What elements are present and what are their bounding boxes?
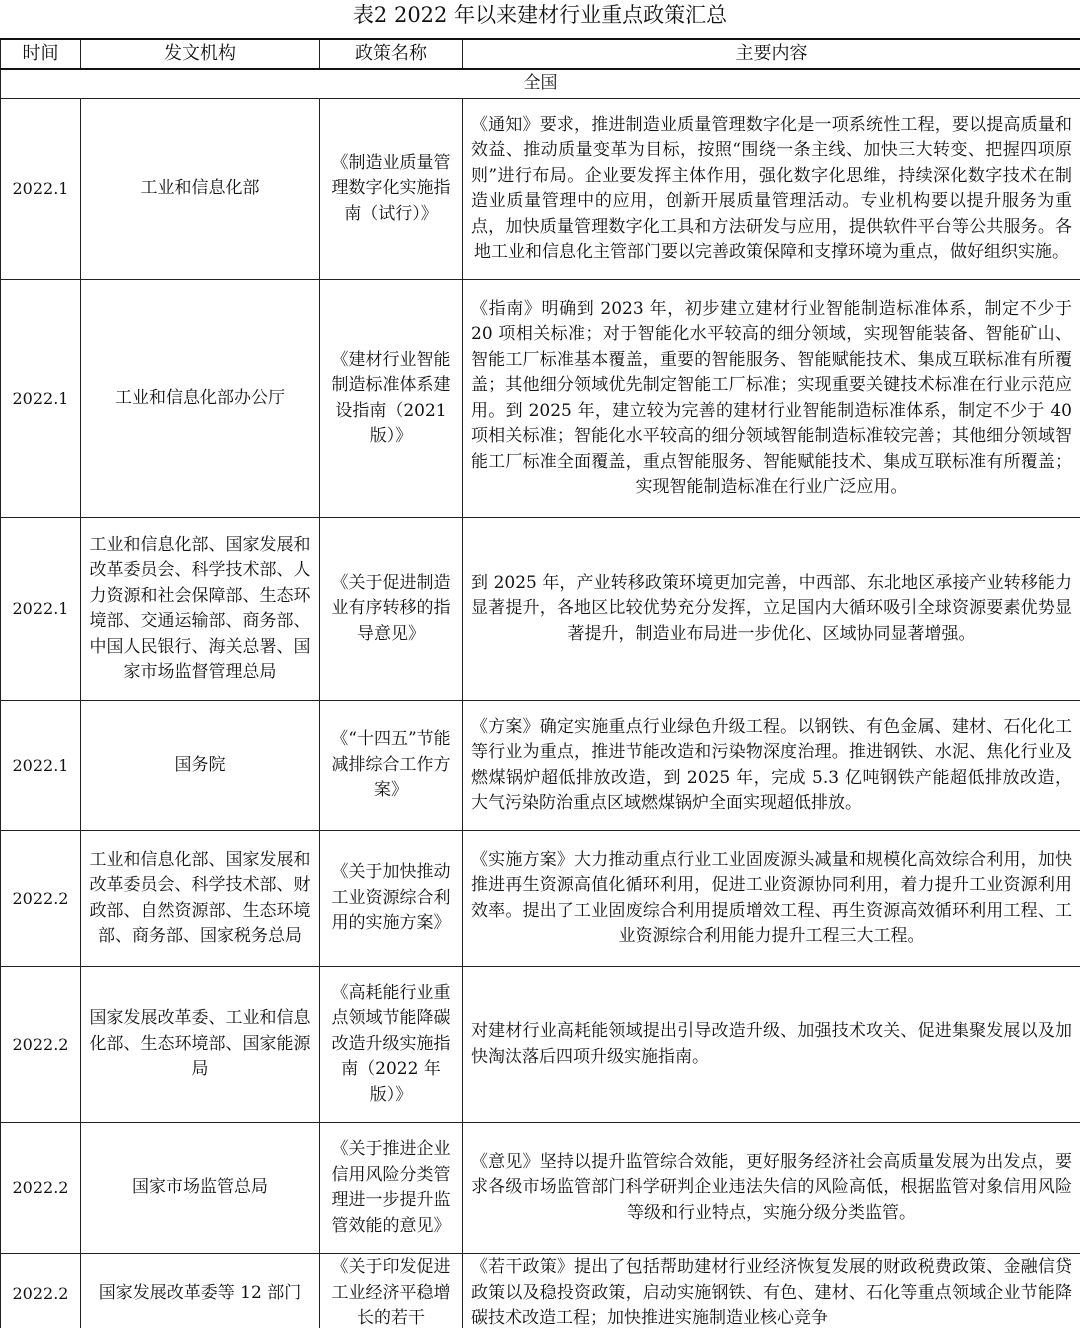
row-agency: 国家市场监管总局 (81, 1123, 320, 1254)
header-policy: 政策名称 (320, 39, 463, 69)
table-row (1, 701, 1080, 831)
table-row (1, 1254, 1080, 1328)
region-label: 全国 (1, 69, 1080, 99)
row-time: 2022.1 (1, 701, 81, 831)
row-content: 到 2025 年，产业转移政策环境更加完善，中西部、东北地区承接产业转移能力显著提升，各地区比较优势充分发挥，立足国内大循环吸引全球资源要素优势显著提升，制造业布局进一步优化、区域协同显著增强。 (463, 518, 1080, 701)
table-row (1, 280, 1080, 518)
row-agency: 国家发展改革委等 12 部门 (81, 1254, 320, 1328)
policy-table (0, 38, 1080, 1328)
table-row (1, 518, 1080, 701)
row-time: 2022.1 (1, 518, 81, 701)
row-content: 《方案》确定实施重点行业绿色升级工程。以钢铁、有色金属、建材、石化化工等行业为重点，推进节能改造和污染物深度治理。推进钢铁、水泥、焦化行业及燃煤锅炉超低排放改造，到 2025 年，完成 5.3 亿吨钢铁产能超低排放改造，大气污染防治重点区域燃煤锅炉全面实现超低排放。 (463, 701, 1080, 831)
row-policy: 《关于促进制造业有序转移的指导意见》 (320, 518, 463, 701)
table-row (1, 1123, 1080, 1254)
header-agency: 发文机构 (81, 39, 320, 69)
header-content: 主要内容 (463, 39, 1080, 69)
row-content: 《指南》明确到 2023 年，初步建立建材行业智能制造标准体系，制定不少于 20 项相关标准；对于智能化水平较高的细分领域，实现智能装备、智能矿山、智能工厂标准基本覆盖，重要的智能服务、智能赋能技术、集成互联标准有所覆盖；其他细分领域优先制定智能工厂标准；实现重要关键技术标准在行业示范应用。到 2025 年，建立较为完善的建材行业智能制造标准体系，制定不少于 40 项相关标准；智能化水平较高的细分领域智能制造标准较完善；其他细分领域智能工厂标准全面覆盖，重点智能服务、智能赋能技术、集成互联标准有所覆盖；实现智能制造标准在行业广泛应用。 (463, 280, 1080, 518)
row-time: 2022.2 (1, 967, 81, 1123)
row-policy: 《“十四五”节能减排综合工作方案》 (320, 701, 463, 831)
row-content: 《通知》要求，推进制造业质量管理数字化是一项系统性工程，要以提高质量和效益、推动质量变革为目标，按照“围绕一条主线、加快三大转变、把握四项原则”进行布局。企业要发挥主体作用，强化数字化思维，持续深化数字技术在制造业质量管理中的应用，创新开展质量管理活动。专业机构要以提升服务为重点，加快质量管理数字化工具和方法研发与应用，提供软件平台等公共服务。各地工业和信息化主管部门要以完善政策保障和支撑环境为重点，做好组织实施。 (463, 99, 1080, 280)
row-content: 对建材行业高耗能领域提出引导改造升级、加强技术攻关、促进集聚发展以及加快淘汰落后四项升级实施指南。 (463, 967, 1080, 1123)
region-row (1, 69, 1080, 99)
row-agency: 国务院 (81, 701, 320, 831)
row-content: 《实施方案》大力推动重点行业工业固废源头减量和规模化高效综合利用，加快推进再生资源高值化循环利用，促进工业资源协同利用，着力提升工业资源利用效率。提出了工业固废综合利用提质增效工程、再生资源高效循环利用工程、工业资源综合利用能力提升工程三大工程。 (463, 831, 1080, 967)
row-time: 2022.2 (1, 831, 81, 967)
header-time: 时间 (1, 39, 81, 69)
row-policy: 《关于印发促进工业经济平稳增长的若干 (320, 1254, 463, 1328)
row-agency: 工业和信息化部、国家发展和改革委员会、科学技术部、人力资源和社会保障部、生态环境部、交通运输部、商务部、中国人民银行、海关总署、国家市场监督管理总局 (81, 518, 320, 701)
table-row (1, 831, 1080, 967)
row-time: 2022.2 (1, 1123, 81, 1254)
row-agency: 工业和信息化部办公厅 (81, 280, 320, 518)
row-agency: 国家发展改革委、工业和信息化部、生态环境部、国家能源局 (81, 967, 320, 1123)
row-time: 2022.1 (1, 280, 81, 518)
row-time: 2022.2 (1, 1254, 81, 1328)
table-title: 表2 2022 年以来建材行业重点政策汇总 (352, 3, 728, 27)
policy-table-sheet (0, 38, 1080, 1328)
row-policy: 《高耗能行业重点领域节能降碳改造升级实施指南（2022 年版）》 (320, 967, 463, 1123)
table-header-row (1, 39, 1080, 69)
table-row (1, 967, 1080, 1123)
table-row (1, 99, 1080, 280)
row-agency: 工业和信息化部 (81, 99, 320, 280)
row-content: 《意见》坚持以提升监管综合效能，更好服务经济社会高质量发展为出发点，要求各级市场监管部门科学研判企业违法失信的风险高低，根据监管对象信用风险等级和行业特点，实施分级分类监管。 (463, 1123, 1080, 1254)
row-policy: 《关于推进企业信用风险分类管理进一步提升监管效能的意见》 (320, 1123, 463, 1254)
row-agency: 工业和信息化部、国家发展和改革委员会、科学技术部、财政部、自然资源部、生态环境部、商务部、国家税务总局 (81, 831, 320, 967)
row-time: 2022.1 (1, 99, 81, 280)
row-policy: 《关于加快推动工业资源综合利用的实施方案》 (320, 831, 463, 967)
row-content: 《若干政策》提出了包括帮助建材行业经济恢复发展的财政税费政策、金融信贷政策以及稳投资政策，启动实施钢铁、有色、建材、石化等重点领域企业节能降碳技术改造工程；加快推进实施制造业核心竞争 (463, 1254, 1080, 1328)
row-policy: 《建材行业智能制造标准体系建设指南（2021 版）》 (320, 280, 463, 518)
row-policy: 《制造业质量管理数字化实施指南（试行）》 (320, 99, 463, 280)
